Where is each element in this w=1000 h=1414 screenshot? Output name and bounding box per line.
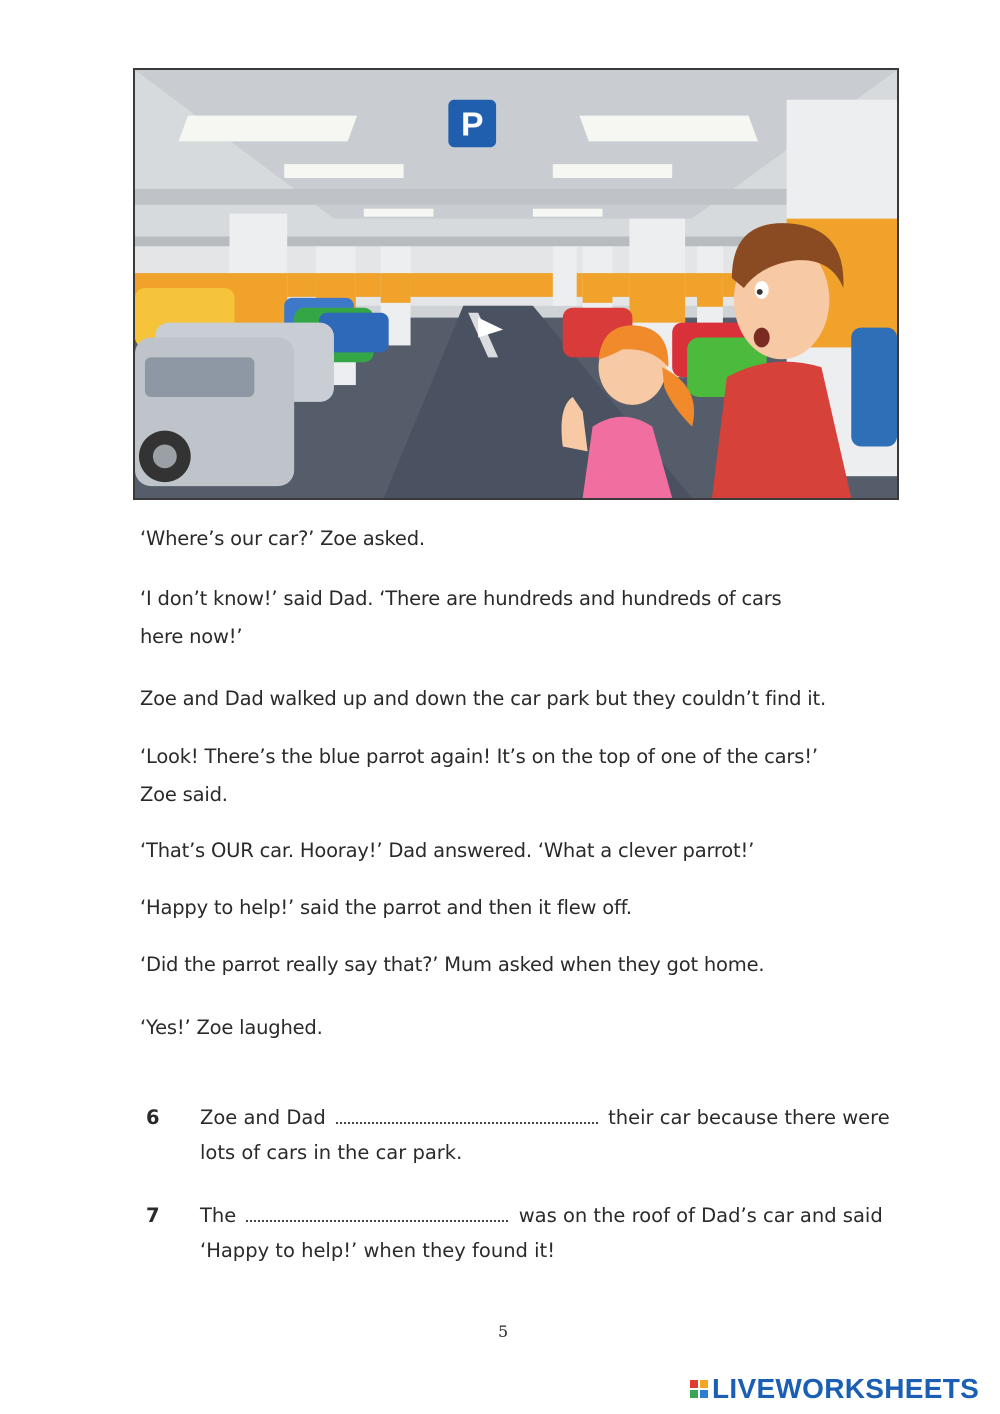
logo-text: LIVEWORKSHEETS: [712, 1373, 980, 1404]
story-line: ‘Did the parrot really say that?’ Mum asked when they got home.: [140, 953, 765, 976]
question-number: 6: [146, 1106, 160, 1129]
story-illustration: [133, 68, 899, 500]
parking-sign-letter: P: [460, 105, 484, 144]
question-number: 7: [146, 1204, 160, 1227]
page-number: 5: [498, 1322, 509, 1341]
question-text: The: [200, 1204, 237, 1227]
question-text: lots of cars in the car park.: [200, 1141, 463, 1164]
story-line: Zoe said.: [140, 783, 228, 806]
car-park-scene: [135, 70, 897, 498]
story-line: ‘Look! There’s the blue parrot again! It’s on the top of one of the cars!’: [140, 745, 818, 768]
story-line: ‘That’s OUR car. Hooray!’ Dad answered. ‘What a clever parrot!’: [140, 839, 755, 862]
logo-grid-icon: [690, 1380, 708, 1398]
liveworksheets-logo[interactable]: [690, 1373, 979, 1405]
story-line: Zoe and Dad walked up and down the car park but they couldn’t find it.: [140, 687, 826, 710]
story-line: ‘I don’t know!’ said Dad. ‘There are hundreds and hundreds of cars: [140, 587, 782, 610]
question-text: their car because there were: [608, 1106, 890, 1129]
answer-blank-7[interactable]: [246, 1202, 508, 1222]
answer-blank-6[interactable]: [336, 1104, 598, 1124]
question-text: Zoe and Dad: [200, 1106, 326, 1129]
story-line: ‘Yes!’ Zoe laughed.: [140, 1016, 323, 1039]
story-line: here now!’: [140, 625, 243, 648]
story-line: ‘Where’s our car?’ Zoe asked.: [140, 527, 425, 550]
question-text: ‘Happy to help!’ when they found it!: [200, 1239, 556, 1262]
story-line: ‘Happy to help!’ said the parrot and then it flew off.: [140, 896, 632, 919]
question-text: was on the roof of Dad’s car and said: [518, 1204, 883, 1227]
